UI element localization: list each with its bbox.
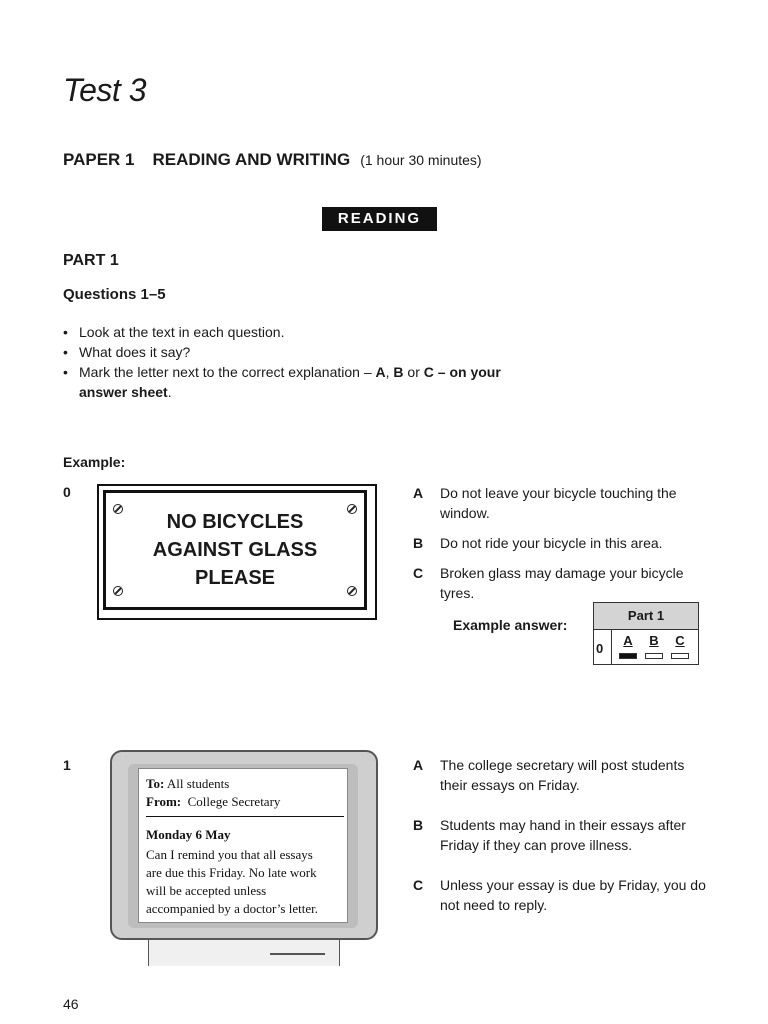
answer-mark-b (645, 653, 663, 659)
paper-label: PAPER 1 (63, 150, 135, 169)
example-number: 0 (63, 484, 71, 500)
divider (611, 629, 612, 665)
instruction-item: • What does it say? (63, 342, 563, 362)
sign-line: PLEASE (194, 567, 276, 589)
answer-letter-c: C (675, 633, 685, 648)
example-label: Example: (63, 454, 126, 470)
paper-heading (63, 150, 482, 170)
divider (593, 629, 699, 630)
instructions-list (63, 322, 563, 402)
section-badge: READING (322, 207, 437, 231)
sign-text (110, 508, 360, 592)
message-body: Can I remind you that all essays are due this Friday. No late work will be accepted unless accompanied by a doctor’s letter. (146, 847, 318, 916)
example-answer-label: Example answer: (453, 617, 568, 633)
instruction-item: • Mark the letter next to the correct explanation – A, B or C – on your answer sheet. (63, 362, 563, 402)
paper-duration: (1 hour 30 minutes) (360, 152, 482, 168)
answer-mark-c (671, 653, 689, 659)
part-title: PART 1 (63, 252, 119, 269)
message-divider (146, 816, 344, 817)
questions-range: Questions 1–5 (63, 286, 166, 303)
answer-sheet-header: Part 1 (594, 603, 698, 629)
answer-letter-a: A (623, 633, 633, 648)
message-date: Monday 6 May (146, 827, 231, 842)
instruction-item: • Look at the text in each question. (63, 322, 563, 342)
message-to: To: All students (146, 776, 230, 791)
answer-letter-b: B (649, 633, 659, 648)
sign-line: AGAINST GLASS (152, 539, 318, 561)
page-number: 46 (63, 996, 79, 1012)
answer-mark-a-filled (619, 653, 637, 659)
monitor-slot (270, 953, 325, 955)
message-from: From: College Secretary (146, 794, 281, 809)
sign-line: NO BICYCLES (166, 511, 304, 533)
paper-name: READING AND WRITING (152, 150, 351, 169)
test-title: Test 3 (63, 72, 146, 108)
question-number: 1 (63, 757, 71, 773)
answer-row-number: 0 (596, 641, 604, 656)
